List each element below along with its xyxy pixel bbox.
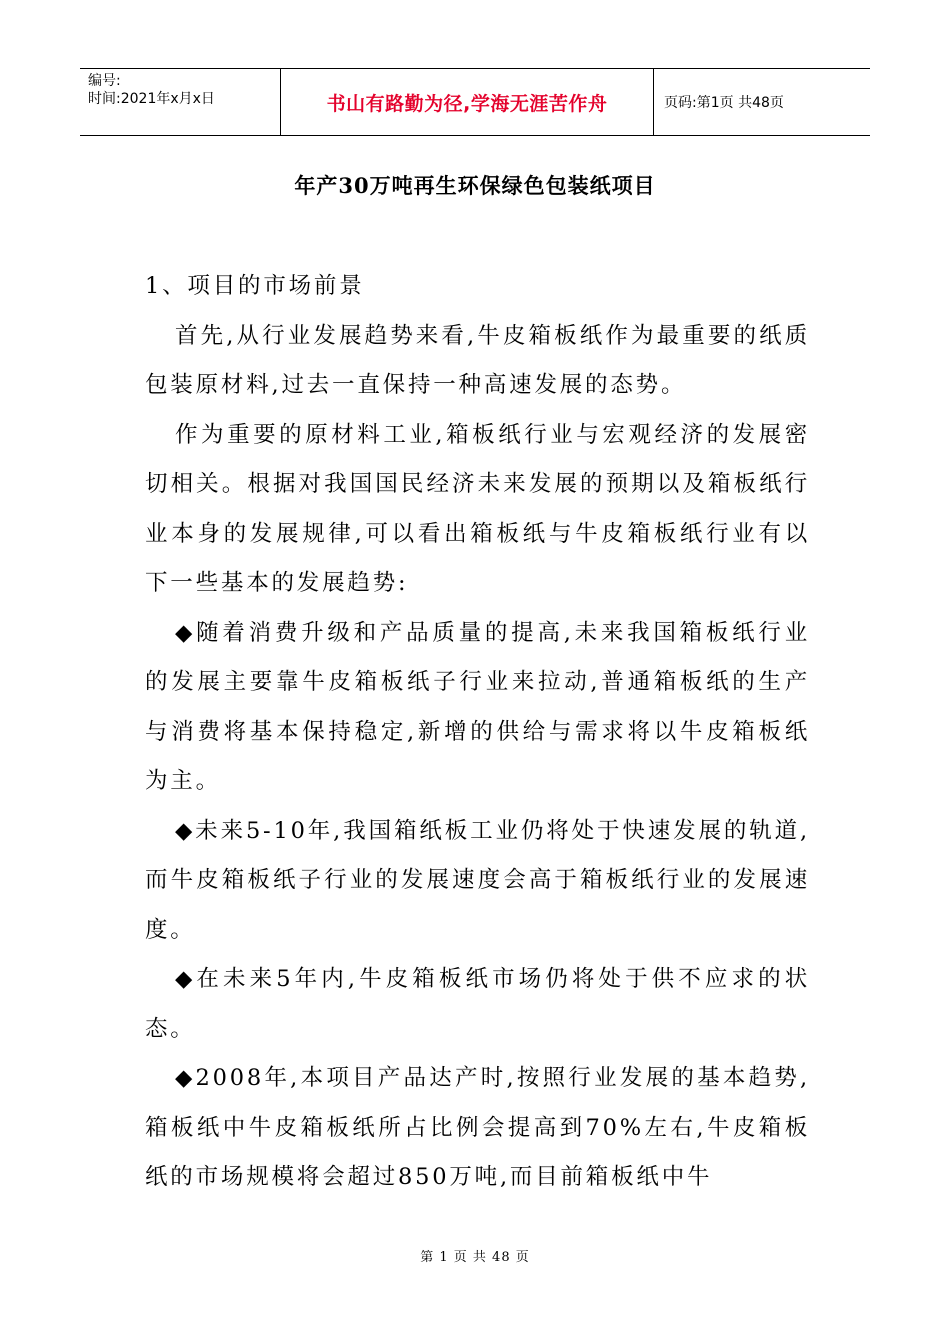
header-page-info: 页码:第1页 共48页: [664, 95, 784, 111]
section-heading: 1、项目的市场前景: [145, 273, 365, 299]
document-title: 年产30万吨再生环保绿色包装纸项目: [294, 173, 656, 198]
header-meta: [80, 69, 281, 135]
document-body: [145, 262, 810, 1203]
header-motto: 书山有路勤为径,学海无涯苦作舟: [281, 69, 654, 135]
bullet-paragraph: ◆随着消费升级和产品质量的提高,未来我国箱板纸行业的发展主要靠牛皮箱板纸子行业来拉动,普通箱板纸的生产与消费将基本保持稳定,新增的供给与需求将以牛皮箱板纸为主。: [145, 619, 810, 794]
body-paragraph: 首先,从行业发展趋势来看,牛皮箱板纸作为最重要的纸质包装原材料,过去一直保持一种高速发展的态势。: [145, 322, 810, 398]
document-date: 时间:2021年x月x日: [88, 91, 215, 107]
document-number-label: 编号:: [88, 73, 121, 89]
bullet-paragraph: ◆在未来5年内,牛皮箱板纸市场仍将处于供不应求的状态。: [145, 966, 810, 1042]
bullet-paragraph: ◆2008年,本项目产品达产时,按照行业发展的基本趋势,箱板纸中牛皮箱板纸所占比例会提高到70%左右,牛皮箱板纸的市场规模将会超过850万吨,而目前箱板纸中牛: [145, 1065, 810, 1190]
bullet-paragraph: ◆未来5-10年,我国箱纸板工业仍将处于快速发展的轨道,而牛皮箱板纸子行业的发展速度会高于箱板纸行业的发展速度。: [145, 817, 810, 943]
page-header: [80, 68, 870, 136]
body-paragraph: 作为重要的原材料工业,箱板纸行业与宏观经济的发展密切相关。根据对我国国民经济未来发展的预期以及箱板纸行业本身的发展规律,可以看出箱板纸与牛皮箱板纸行业有以下一些基本的发展趋势:: [145, 421, 810, 596]
page-footer: 第 1 页 共 48 页: [420, 1250, 530, 1265]
